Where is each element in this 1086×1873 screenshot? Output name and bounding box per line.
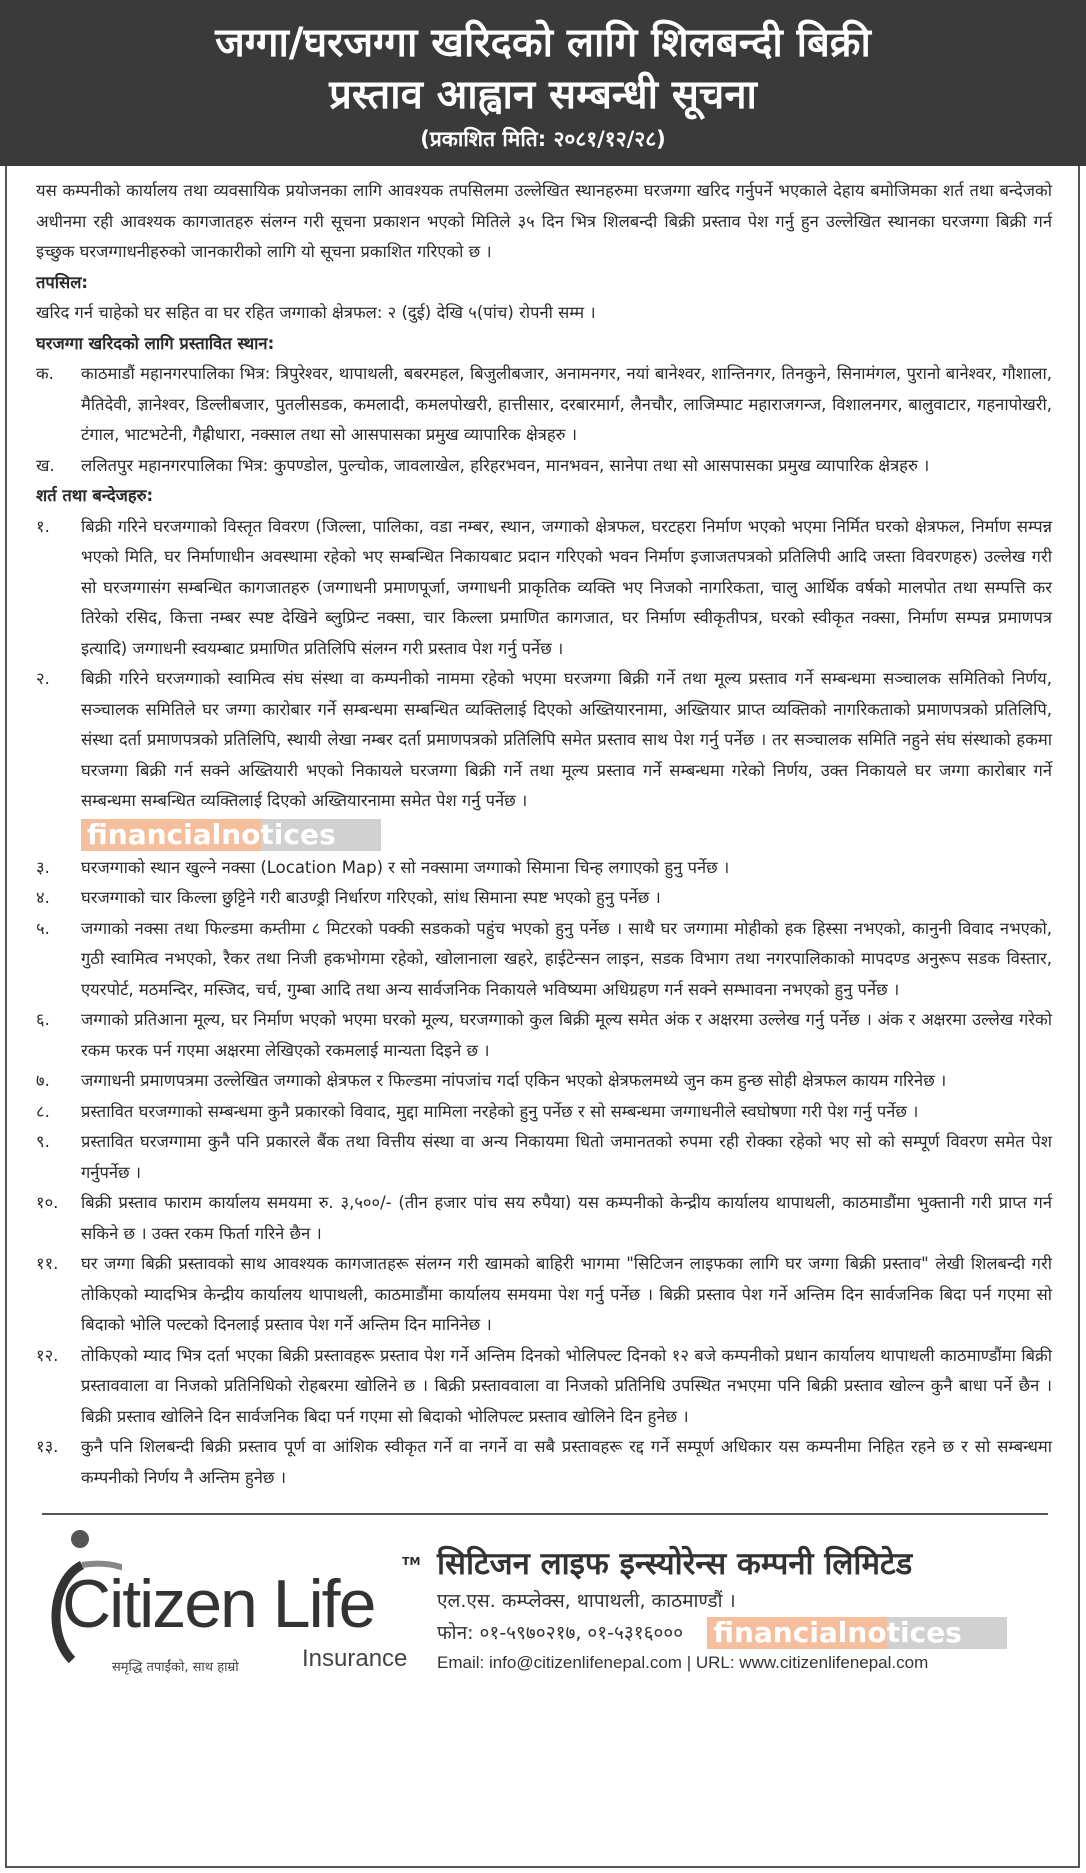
item-number: २. (36, 669, 50, 688)
item-text: बिक्री गरिने घरजग्गाको विस्तृत विवरण (जिल्ला, पालिका, वडा नम्बर, स्थान, जग्गाको क्षेत्रफल, घरटहरा निर्माण भएको भएमा निर्मित घरको क्षेत्रफल, निर्माण सम्पन्न भएको मिति, घर निर्माणाधीन अवस्थामा रहेको भए सम्बन्धित निकायबाट प्रदान गरिएको भवन निर्माण इजाजतपत्रको प्रतिलिपी आदि जस्ता विवरणहरु) उल्लेख गरी सो घरजग्गासंग सम्बन्धित कागजातहरु (जग्गाधनी प्रमाणपूर्जा, जग्गाधनी प्राकृतिक व्यक्ति भए निजको नागरिकता, चालु आर्थिक वर्षको मालपोत तथा सम्पत्ति कर तिरेको रसिद, कित्ता नम्बर स्पष्ट देखिने ब्लुप्रिन्ट नक्सा, चार किल्ला प्रमाणित कागजात, घर निर्माण स्वीकृतीपत्र, घरको स्वीकृत नक्सा, निर्माण सम्पन्न प्रमाणपत्र इत्यादि) जग्गाधनी स्वयम्बाट प्रमाणित प्रतिलिपि संलग्न गरी प्रस्ताव पेश गर्नु पर्नेछ । (81, 516, 1052, 658)
item-number: १०. (36, 1193, 59, 1212)
notice-body (7, 166, 1078, 1493)
published-date: (प्रकाशित मिति: २०८१/१२/२८) (420, 127, 666, 151)
list-item (36, 1341, 1052, 1433)
item-text: जग्गाधनी प्रमाणपत्रमा उल्लेखित जग्गाको क्षेत्रफल र फिल्डमा नांपजांच गर्दा एकिन भएको क्षेत्रफलमध्ये जुन कम हुन्छ सोही क्षेत्रफल कायम गरिनेछ । (81, 1071, 947, 1090)
item-text: कुनै पनि शिलबन्दी बिक्री प्रस्ताव पूर्ण वा आंशिक स्वीकृत गर्ने वा नगर्ने वा सबै प्रस्तावहरू रद्द गर्ने सम्पूर्ण अधिकार यस कम्पनीमा निहित रहने छ र सो सम्बन्धमा कम्पनीको निर्णय नै अन्तिम हुनेछ । (81, 1437, 1052, 1487)
item-number: ६. (36, 1010, 50, 1029)
notice-footer (7, 1513, 1078, 1696)
logo-tagline: समृद्धि तपाईंको, साथ हाम्रो (112, 1660, 239, 1675)
list-item (36, 1432, 1052, 1493)
list-item (36, 853, 1052, 884)
list-item (36, 1066, 1052, 1097)
schedule-heading: तपसिल: (36, 272, 88, 292)
notice-header (0, 0, 1086, 166)
list-item (36, 883, 1052, 914)
company-info (437, 1525, 1048, 1677)
item-text: प्रस्तावित घरजग्गामा कुनै पनि प्रकारले बैंक तथा वित्तीय संस्था वा अन्य निकायमा धितो जमानतको रुपमा रही रोक्का रहेको भए सो को सम्पूर्ण विवरण समेत पेश गर्नुपर्नेछ । (81, 1132, 1052, 1182)
item-number: ९. (36, 1132, 50, 1151)
item-text: बिक्री प्रस्ताव फाराम कार्यालय समयमा रु. ३,५००/- (तीन हजार पांच सय रुपैया) यस कम्पनीको केन्द्रीय कार्यालय थापाथली, काठमाडौंमा भुक्तानी गरी प्राप्त गर्न सकिने छ । उक्त रकम फिर्ता गरिने छैन । (81, 1193, 1052, 1243)
watermark: financialnotices (81, 819, 381, 851)
item-text: ललितपुर महानगरपालिका भित्र: कुपण्डोल, पुल्चोक, जावलाखेल, हरिहरभवन, मानभवन, सानेपा तथा सो आसपासका प्रमुख व्यापारिक क्षेत्रहरु । (81, 455, 930, 475)
item-number: ८. (36, 1101, 50, 1121)
item-number: ७. (36, 1071, 50, 1090)
list-item (36, 451, 1052, 482)
citizen-life-logo (42, 1525, 437, 1690)
item-text: घरजग्गाको चार किल्ला छुट्टिने गरी बाउण्ड्री निर्धारण गरिएको, सांध सिमाना स्पष्ट भएको हुनु पर्नेछ । (81, 888, 661, 907)
intro-paragraph: यस कम्पनीको कार्यालय तथा व्यवसायिक प्रयोजनका लागि आवश्यक तपसिलमा उल्लेखित स्थानहरुमा घरजग्गा खरिद गर्नुपर्ने भएकाले देहाय बमोजिमका शर्त तथा बन्देजको अधीनमा रही आवश्यक कागजातहरु संलग्न गरी सूचना प्रकाशन भएको मितिले ३५ दिन भित्र शिलबन्दी बिक्री प्रस्ताव पेश गर्नु हुन उल्लेखित स्थानका घरजग्गा बिक्री गर्न इच्छुक घरजग्गाधनीहरुको जानकारीको लागि यो सूचना प्रकाशित गरिएको छ । (36, 181, 1052, 261)
logo-insurance: Insurance (302, 1645, 408, 1672)
list-item (36, 359, 1052, 451)
conditions-heading: शर्त तथा बन्देजहरु: (36, 486, 154, 505)
list-item (36, 1005, 1052, 1066)
footer-divider (42, 1513, 1048, 1515)
company-phone: फोन: ०१-५९७०२१७, ०१-५३१६००० (437, 1622, 684, 1644)
item-text: जग्गाको नक्सा तथा फिल्डमा कम्तीमा ८ मिटरको पक्की सडकको पहुंच भएको हुनु पर्नेछ । साथै घर जग्गामा मोहीको हक हिस्सा नभएको, कानुनी विवाद नभएको, गुठी स्वामित्व नभएको, रैकर तथा निजी हकभोगमा रहेको, खोलानाला खहरे, हाईटेन्सन लाइन, सडक विभाग तथा नगरपालिकाको मापदण्ड अनुरूप सडक विस्तार, एयरपोर्ट, मठमन्दिर, मस्जिद, चर्च, गुम्बा आदि तथा अन्य सार्वजनिक निकायले भविष्यमा अधिग्रहण गर्न सक्ने सम्भावना नभएको हुनु पर्नेछ । (81, 918, 1052, 999)
item-text: तोकिएको म्याद भित्र दर्ता भएका बिक्री प्रस्तावहरू प्रस्ताव पेश गर्ने अन्तिम दिनको भोलिपल्ट दिनको १२ बजे कम्पनीको प्रधान कार्यालय थापाथली काठमाण्डौंमा बिक्री प्रस्ताववाला वा निजको प्रतिनिधिको रोहबरमा खोलिने छ । बिक्री प्रस्ताववाला वा निजको प्रतिनिधि उपस्थित नभएमा पनि बिक्री प्रस्ताव खोल्न कुनै बाधा पर्ने छैन । बिक्री प्रस्ताव खोलिने दिन सार्वजनिक बिदा पर्न गएमा सो बिदाको भोलिपल्ट प्रस्ताव खोलिने दिन हुनेछ । (81, 1345, 1052, 1426)
item-text: घर जग्गा बिक्री प्रस्तावको साथ आवश्यक कागजातहरू संलग्न गरी खामको बाहिरी भागमा "सिटिजन लाइफका लागि घर जग्गा बिक्री प्रस्ताव" लेखी शिलबन्दी गरी तोकिएको म्यादभित्र केन्द्रीय कार्यालय थापाथली, काठमाडौंमा कार्यालय समयमा पेश गर्नु पर्नेछ । बिक्री प्रस्ताव पेश गर्ने अन्तिम दिन सार्वजनिक बिदा पर्न गएमा सो बिदाको भोलि पल्टको दिनलाई प्रस्ताव पेश गर्ने अन्तिम दिन मानिनेछ । (81, 1254, 1052, 1334)
item-text: जग्गाको प्रतिआना मूल्य, घर निर्माण भएको भएमा घरको मूल्य, घरजग्गाको कुल बिक्री मूल्य समेत अंक र अक्षरमा उल्लेख गर्नु पर्नेछ । अंक र अक्षरमा उल्लेख गरेको रकम फरक पर्न गएमा अक्षरमा लेखिएको रकमलाई मान्यता दिइने छ । (81, 1010, 1053, 1060)
list-item (36, 914, 1052, 1006)
list-item (36, 1097, 1052, 1128)
item-number: ११. (36, 1254, 59, 1273)
item-number: १. (36, 516, 50, 536)
locations-heading: घरजग्गा खरिदको लागि प्रस्तावित स्थान: (36, 333, 275, 353)
company-email-url: Email: info@citizenlifenepal.com | URL: www.citizenlifenepal.com (437, 1653, 929, 1672)
list-item (36, 1127, 1052, 1188)
list-item (36, 512, 1052, 665)
list-item (36, 1188, 1052, 1249)
notice-border (5, 0, 1080, 1868)
item-text: बिक्री गरिने घरजग्गाको स्वामित्व संघ संस्था वा कम्पनीको नाममा रहेको भएमा घरजग्गा बिक्री गर्ने तथा मूल्य प्रस्ताव गर्ने सम्बन्धमा सञ्चालक समितिको निर्णय, सञ्चालक समितिले घर जग्गा कारोबार गर्ने सम्बन्धमा सम्बन्धित व्यक्तिलाई दिएको अख्तियारनामा, अख्तियार प्राप्त व्यक्तिको नागरिकताको प्रमाणपत्रको प्रतिलिपि, संस्था दर्ता प्रमाणपत्रको प्रतिलिपि, स्थायी लेखा नम्बर दर्ता प्रमाणपत्रको प्रतिलिपि समेत प्रस्ताव साथ पेश गर्नु पर्नेछ । तर सञ्चालक समिति नहुने संघ संस्थाको हकमा घरजग्गा बिक्री गर्न सक्ने अख्तियारी भएको निकायले घरजग्गा बिक्री गर्ने तथा मूल्य प्रस्ताव गर्ने सम्बन्धमा गरेको निर्णय, उक्त निकायले घर जग्गा कारोबार गर्ने सम्बन्धमा सम्बन्धित व्यक्तिलाई दिएको अख्तियारनामा समेत पेश गर्नु पर्नेछ । (81, 669, 1052, 810)
item-number: क. (36, 364, 54, 383)
logo-wordmark: Citizen Life (62, 1566, 375, 1642)
item-number: १३. (36, 1437, 59, 1456)
list-item (36, 664, 1052, 817)
list-item (36, 1249, 1052, 1341)
notice-title-line1: जग्गा/घरजग्गा खरिदको लागि शिलबन्दी बिक्री (215, 20, 871, 66)
item-number: १२. (36, 1345, 59, 1365)
item-number: ३. (36, 857, 50, 877)
item-text: घरजग्गाको स्थान खुल्ने नक्सा (Location Map) र सो नक्सामा जग्गाको सिमाना चिन्ह लगाएको हुनु पर्नेछ । (81, 857, 730, 877)
notice-title-line2: प्रस्ताव आह्वान सम्बन्धी सूचना (329, 72, 757, 118)
item-number: ४. (36, 888, 50, 907)
company-name: सिटिजन लाइफ इन्स्योरेन्स कम्पनी लिमिटेड (437, 1546, 913, 1582)
watermark: financialnotices (707, 1617, 1007, 1649)
logo-tm: TM (402, 1555, 421, 1568)
schedule-text: खरिद गर्न चाहेको घर सहित वा घर रहित जग्गाको क्षेत्रफल: २ (दुई) देखि ५(पांच) रोपनी सम्म । (36, 303, 596, 322)
item-number: ५. (36, 918, 50, 938)
company-address: एल.एस. कम्प्लेक्स, थापाथली, काठमाण्डौं । (437, 1590, 736, 1612)
item-text: प्रस्तावित घरजग्गाको सम्बन्धमा कुनै प्रकारको विवाद, मुद्दा मामिला नरहेको हुनु पर्नेछ र सो सम्बन्धमा जग्गाधनीले स्वघोषणा गरी पेश गर्नु पर्नेछ । (81, 1101, 919, 1121)
item-text: काठमाडौं महानगरपालिका भित्र: त्रिपुरेश्वर, थापाथली, बबरमहल, बिजुलीबजार, अनामनगर, नयां बानेश्वर, शान्तिनगर, तिनकुने, सिनामंगल, पुरानो बानेश्वर, गौशाला, मैतिदेवी, ज्ञानेश्वर, डिल्लीबजार, पुतलीसडक, कमलादी, कमलपोखरी, हात्तीसार, दरबारमार्ग, लैनचौर, लाजिम्पाट महाराजगन्ज, विशालनगर, बालुवाटार, गहनापोखरी, टंगाल, भाटभटेनी, गैह्रीधारा, नक्साल तथा सो आसपासका प्रमुख व्यापारिक क्षेत्रहरु । (81, 364, 1052, 444)
item-number: ख. (36, 455, 55, 475)
